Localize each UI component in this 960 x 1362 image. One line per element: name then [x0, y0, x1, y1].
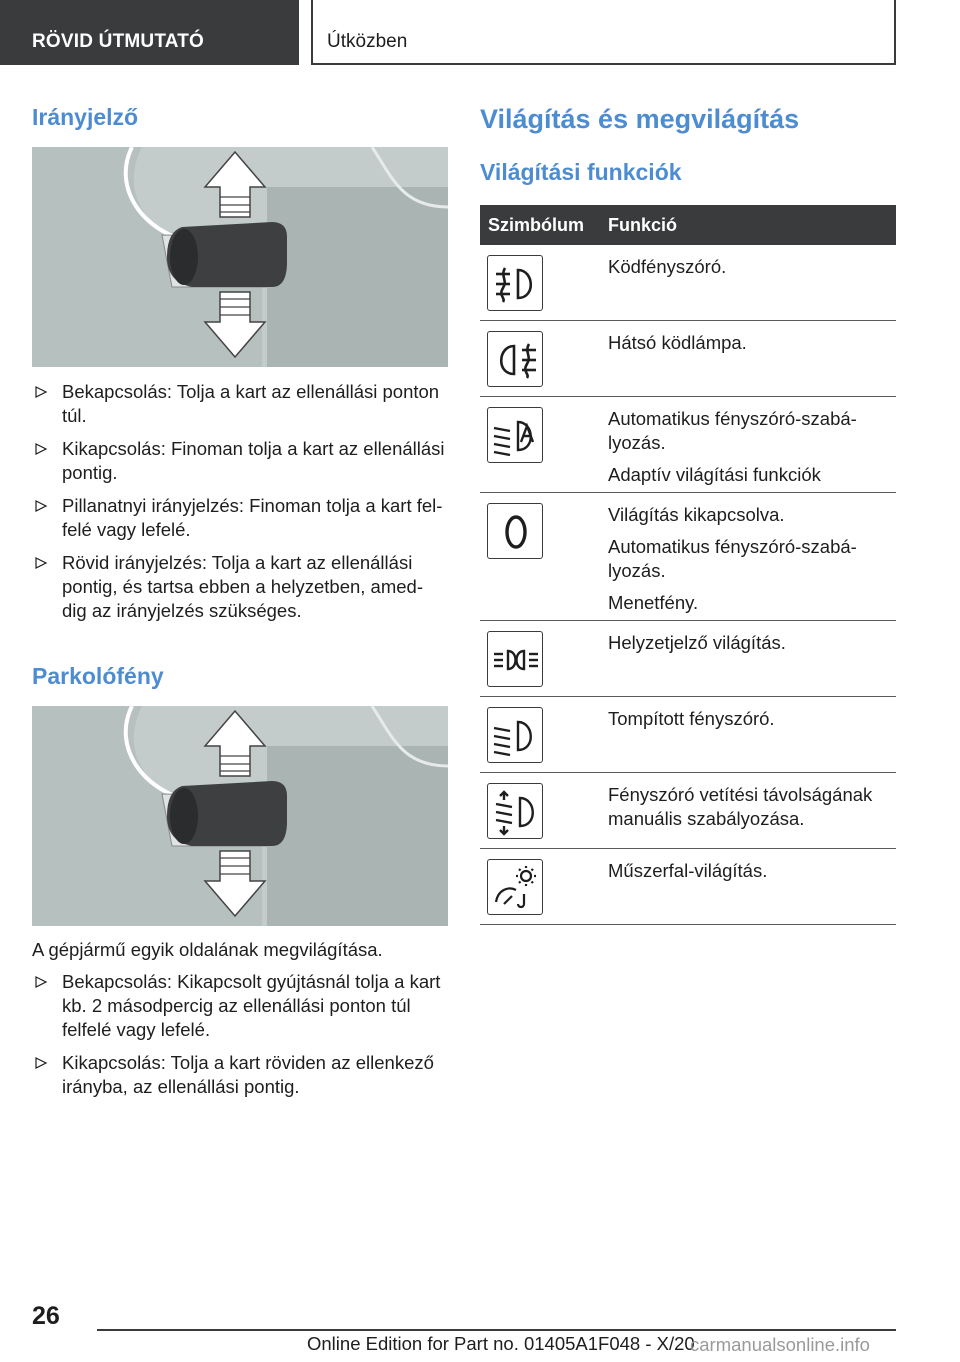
triangle-bullet-icon: [34, 442, 48, 456]
table-row: Helyzetjelző világítás.: [480, 621, 896, 697]
header-chapter-tab: [311, 0, 896, 65]
turn-signal-bullet-list: [32, 380, 448, 632]
table-row: Hátsó ködlámpa.: [480, 321, 896, 397]
parking-lights-icon: [487, 631, 543, 687]
table-row: Automatikus fényszóró-szabá- lyozás. Adaptív világítási funkciók: [480, 397, 896, 493]
list-item: Kikapcsolás: Finoman tolja a kart az ellenállási pontig.: [32, 437, 448, 485]
page-number: 26: [32, 1302, 60, 1330]
table-row: Tompított fényszóró.: [480, 697, 896, 773]
automatic-headlight-icon: [487, 407, 543, 463]
parking-light-heading: Parkolófény: [32, 663, 164, 689]
table-row: Világítás kikapcsolva. Automatikus fényszóró-szabá- lyozás. Menetfény.: [480, 493, 896, 621]
column-header-function: Funkció: [608, 215, 678, 235]
column-header-symbol: Szimbólum: [488, 215, 585, 235]
front-fog-light-icon: [487, 255, 543, 311]
parking-light-intro: A gépjármű egyik oldalának megvilágítása.: [32, 939, 383, 960]
headlight-range-control-icon: [487, 783, 543, 839]
footer-divider: [97, 1329, 896, 1331]
footer-edition-text: Online Edition for Part no. 01405A1F048 - X/20: [307, 1333, 695, 1354]
table-row: Ködfényszóró.: [480, 245, 896, 321]
header-section-tab: [0, 0, 299, 65]
triangle-bullet-icon: [34, 556, 48, 570]
triangle-bullet-icon: [34, 975, 48, 989]
triangle-bullet-icon: [34, 1056, 48, 1070]
turn-signal-lever-illustration: [32, 147, 448, 367]
list-item: Bekapcsolás: Tolja a kart az ellenállási ponton túl.: [32, 380, 448, 428]
triangle-bullet-icon: [34, 499, 48, 513]
list-item: Bekapcsolás: Kikapcsolt gyújtásnál tolja a kart kb. 2 másodpercig az ellenállási ponton túl felfelé vagy lefelé.: [32, 970, 448, 1042]
list-item: Kikapcsolás: Tolja a kart röviden az ellenkező irányba, az ellenállási pontig.: [32, 1051, 448, 1099]
rear-fog-light-icon: [487, 331, 543, 387]
triangle-bullet-icon: [34, 385, 48, 399]
instrument-lighting-icon: [487, 859, 543, 915]
turn-signal-heading: Irányjelző: [32, 104, 139, 130]
table-row: Fényszóró vetítési távolságának manuális szabályozása.: [480, 773, 896, 849]
lights-off-zero-icon: [487, 503, 543, 559]
low-beam-icon: [487, 707, 543, 763]
header-section-label: RÖVID ÚTMUTATÓ: [32, 31, 205, 52]
parking-light-lever-illustration: [32, 706, 448, 926]
list-item: Pillanatnyi irányjelzés: Finoman tolja a kart fel- felé vagy lefelé.: [32, 494, 448, 542]
header-chapter-label: Útközben: [327, 31, 408, 52]
lighting-heading: Világítás és megvilágítás: [480, 104, 800, 134]
table-header: [480, 205, 896, 245]
list-item: Rövid irányjelzés: Tolja a kart az ellenállási pontig, és tartsa ebben a helyzetben, amed- dig az irányjelzés szükséges.: [32, 551, 448, 623]
lighting-functions-subheading: Világítási funkciók: [480, 159, 682, 185]
table-row: Műszerfal-világítás.: [480, 849, 896, 925]
watermark-text: carmanualsonline.info: [690, 1334, 870, 1355]
lighting-functions-table: [480, 205, 896, 925]
parking-light-bullet-list: [32, 970, 448, 1108]
